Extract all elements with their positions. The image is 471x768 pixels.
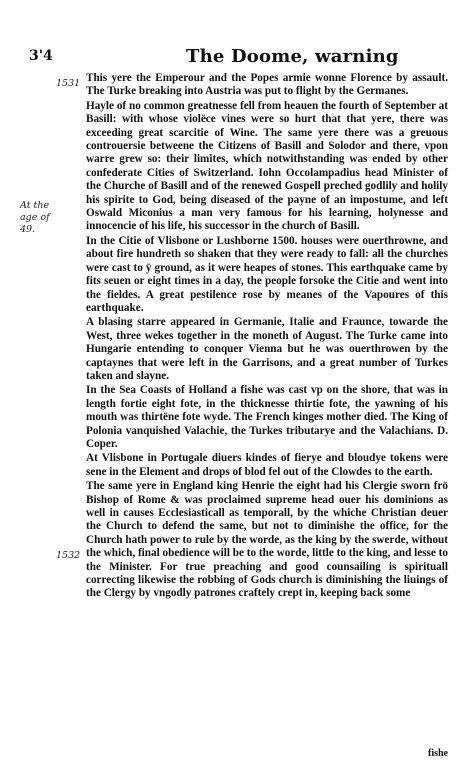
margin-note-year-1532: 1532 (56, 550, 81, 561)
paragraph-emperor: This yere the Emperour and the Popes armie wonne Florence by assault. The Turke breaking into Austria was put to flight by the Germanes. (86, 72, 448, 98)
running-title: The Doome, warning (186, 46, 399, 67)
margin-note-age: At the age of 49. (20, 200, 50, 235)
margin-note-year-1531: 1531 (56, 78, 81, 89)
page-header (0, 46, 471, 70)
catchword: fishe (428, 748, 448, 759)
paragraph-holland-fish: In the Sea Coasts of Holland a fishe was cast vp on the shore, that was in length fortie eight fote, in the thicknesse thirtie fote, the yawning of his mouth was thirtëne fote wyde. The French kinges mother died. The King of Polonia vanquished Valachie, the Turkes tributarye and the Valachians. D. Coper. (86, 384, 448, 450)
paragraph-earthquake: In the Citie of Vlisbone or Lushborne 1500. houses were ouerthrowne, and about fire hundreth so shaken that they were ready to fall: all the churches were cast to ÿ ground, as it were heapes of stones. This earthquake came by fits seuen or eight times in a day, the people forsoke the Citie and went into the fieldes. A great pestilence rose by meanes of the Vapoures of this earthquake. (86, 234, 448, 314)
paragraph-blazing-star: A blasing starre appeared in Germanie, Italie and Fraunce, towarde the West, three wekes together in the moneth of August. The Turke came into Hungarie entending to conquer Vienna but he was ouerthrowen by the captaynes that were left in the Garrisons, and a great number of Turkes taken and slayne. (86, 316, 448, 382)
paragraph-hail: Hayle of no common greatnesse fell from heauen the fourth of September at Basill: with whose violëce vines were so hurt that that yere, there was exceeding great scarcitie of Wine. The same yere there was a greuous controuersie betweene the Citizens of Basill and Solodor and there, vpon warre grew so: their limites, which notwithstanding was ended by other confederate Cities of Switzerland. Iohn Occolampadius head Minister of the Churche of Basill and of the renewed Gospell preched godlily and holily his spirite to God, being diseased of the payne of an impostume, and left Oswald Miconius a man very famous for his learning, holynesse and innocencie of his life, his successor in the church of Basill. (86, 99, 448, 233)
body-text (86, 72, 448, 601)
page-number: 3'4 (29, 48, 53, 64)
paragraph-england-henry: The same yere in England king Henrie the eight had his Clergie sworn frö Bishop of Rome & was proclaimed supreme head ouer his dominions as well in causes Ecclesiasticall as temporall, by the whiche Christian deuer the Church to defend the same, but not to diminishe the office, for the Church hath power to rule by the worde, as the king by the swerde, without the which, final obedience will be to the worde, little to the king, and lesse to the Minister. For true preaching and good counsailing is spirituall correcting likewise the robbing of Gods church is diminishing the liuings of the Clergy by vngodly patrones craftely crept in, keeping back some (86, 480, 448, 600)
paragraph-portugal-tokens: At Vlisbone in Portugale diuers kindes of fierye and bloudye tokens were sene in the Element and drops of blod fel out of the Clowdes to the earth. (86, 452, 448, 478)
